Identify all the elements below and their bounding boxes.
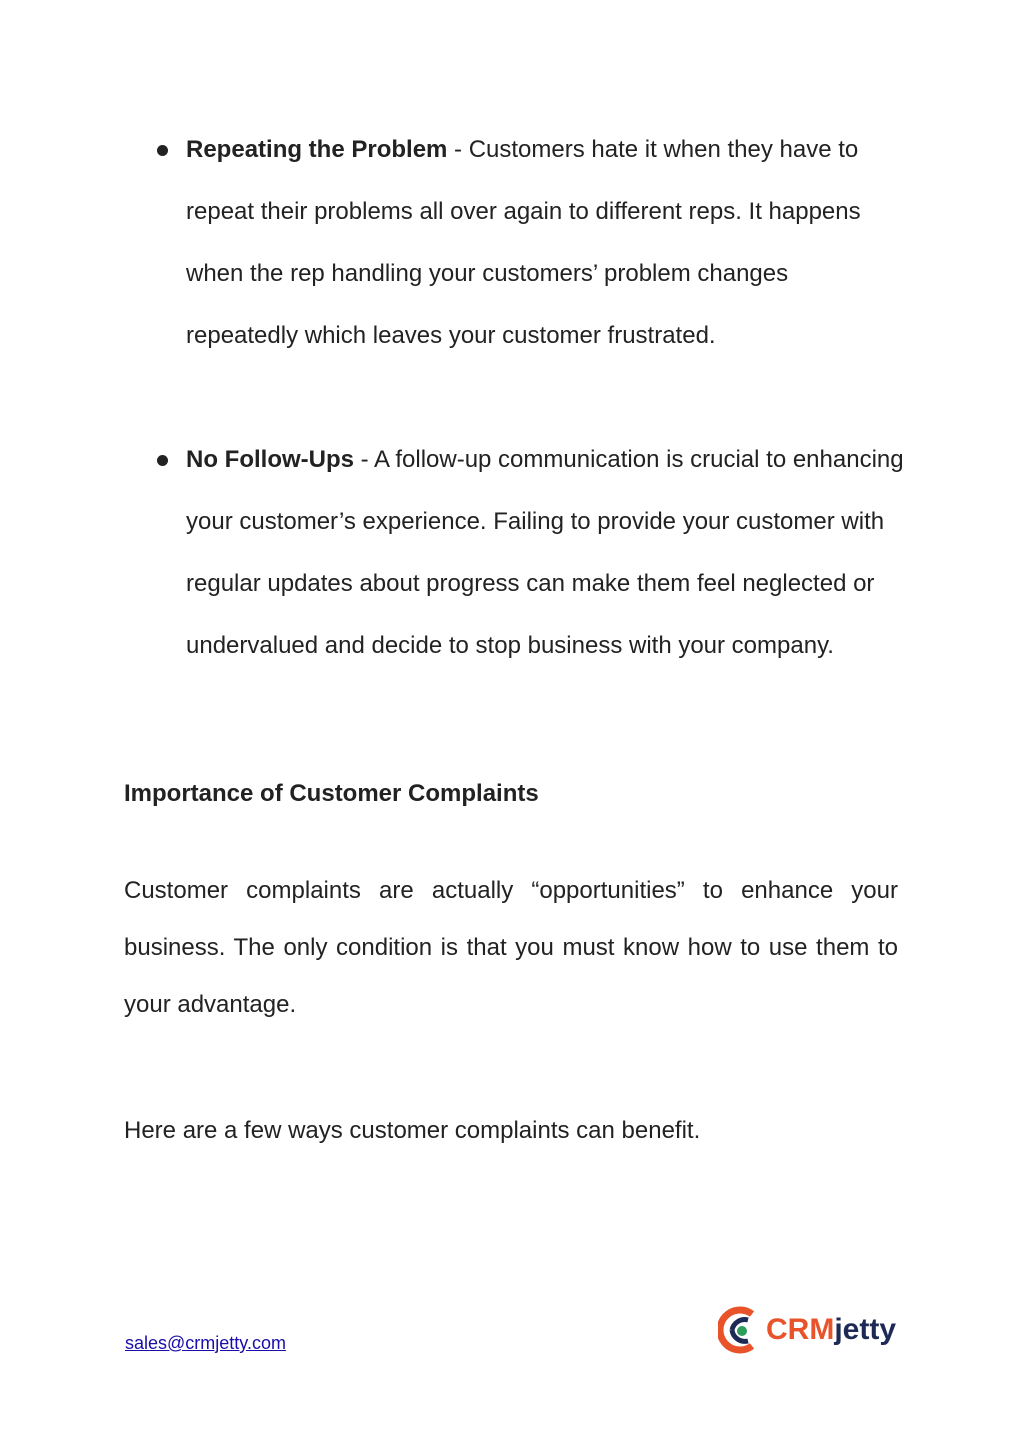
bullet-text: - Customers hate it when they have to repeat their problems all over again to different reps. It happens when the rep handling your customers’ problem changes repeatedly which leaves your customer frustrated.: [186, 136, 861, 349]
footer-email-link[interactable]: sales@crmjetty.com: [125, 1333, 286, 1353]
crmjetty-logo: [718, 1304, 896, 1356]
logo-jetty-text: jetty: [834, 1313, 897, 1346]
bullet-term: No Follow-Ups: [186, 446, 354, 473]
bullet-dot-icon: [157, 455, 168, 466]
bullet-list: [124, 119, 904, 677]
logo-crm-text: CRM: [766, 1313, 835, 1346]
bullet-dot-icon: [157, 145, 168, 156]
paragraph-opportunities: Customer complaints are actually “opportunities” to enhance your business. The only condition is that you must know how to use them to your advantage.: [124, 877, 898, 1018]
section-heading: Importance of Customer Complaints: [124, 780, 539, 807]
crmjetty-logo-text: [766, 1313, 896, 1347]
paragraph-benefits-intro: Here are a few ways customer complaints can benefit.: [124, 1117, 701, 1144]
crmjetty-logo-icon: [718, 1306, 760, 1354]
bullet-item-no-follow-ups: [124, 429, 904, 677]
bullet-text: - A follow-up communication is crucial to enhancing your customer’s experience. Failing to provide your customer with regular updates about progress can make them feel neglected or undervalued and decide to stop business with your company.: [186, 446, 904, 659]
bullet-term: Repeating the Problem: [186, 136, 448, 163]
bullet-item-repeating-problem: [124, 119, 904, 367]
